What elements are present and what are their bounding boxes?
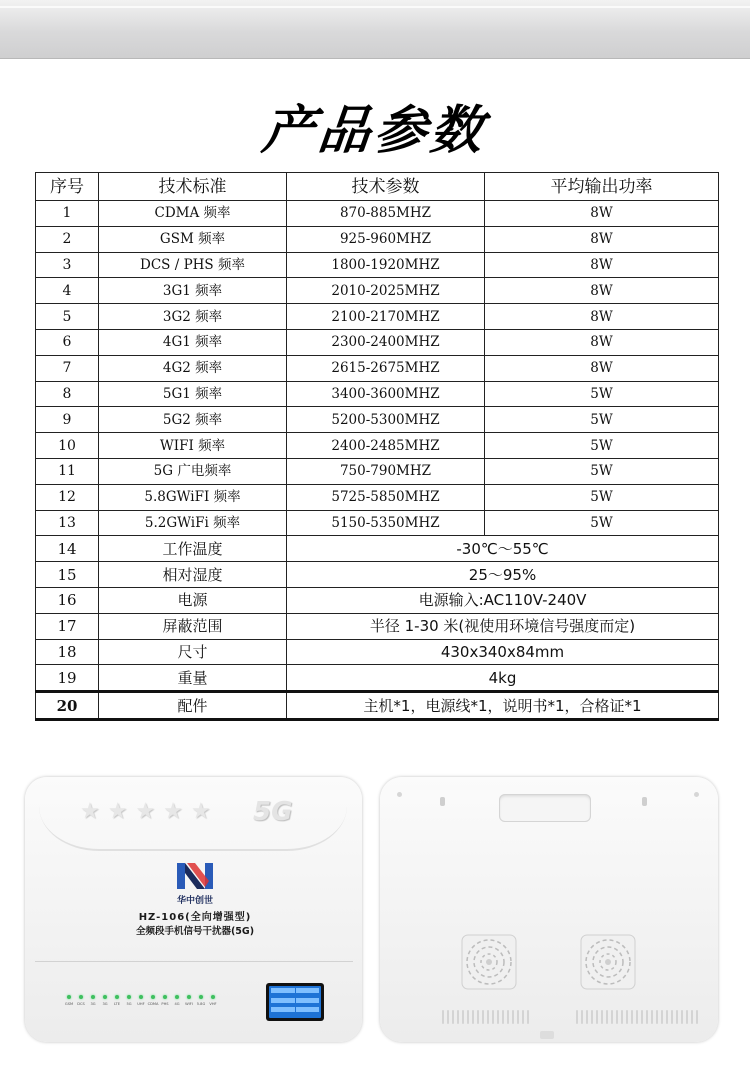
table-row: [36, 510, 719, 536]
row-no: 6: [36, 329, 99, 355]
row-param: 750-790MHZ: [287, 458, 485, 484]
spec-label: 工作温度: [99, 536, 287, 562]
spec-no: 17: [36, 613, 99, 639]
row-param: 925-960MHZ: [287, 226, 485, 252]
led-label: DCS: [77, 1002, 85, 1006]
led-dot-icon: [151, 995, 155, 999]
row-param: 2100-2170MHZ: [287, 304, 485, 330]
table-row: [36, 433, 719, 459]
led-label: 4G: [174, 1002, 180, 1006]
spec-no: 20: [36, 692, 99, 720]
table-row: [36, 458, 719, 484]
spec-no: 16: [36, 587, 99, 613]
spec-label: 相对湿度: [99, 562, 287, 588]
row-standard: 4G1 频率: [99, 329, 287, 355]
spec-label: 电源: [99, 587, 287, 613]
row-param: 2615-2675MHZ: [287, 355, 485, 381]
row-standard: WIFI 频率: [99, 433, 287, 459]
lcd-cell: [271, 988, 295, 993]
row-power: 8W: [485, 226, 719, 252]
spec-value: 电源输入:AC110V-240V: [287, 587, 719, 613]
row-power: 8W: [485, 304, 719, 330]
row-power: 5W: [485, 484, 719, 510]
led-dot-icon: [127, 995, 131, 999]
row-power: 5W: [485, 381, 719, 407]
led-label: 5.8G: [196, 1002, 206, 1006]
row-no: 9: [36, 407, 99, 433]
page-title: 产品参数: [259, 101, 490, 161]
spec-row: [36, 536, 719, 562]
row-standard: CDMA 频率: [99, 201, 287, 227]
banner-highlight: [0, 6, 750, 8]
row-power: 8W: [485, 252, 719, 278]
product-params-table: [35, 172, 719, 721]
led-indicator: [195, 995, 207, 1006]
led-dot-icon: [139, 995, 143, 999]
row-param: 2400-2485MHZ: [287, 433, 485, 459]
row-no: 7: [36, 355, 99, 381]
row-standard: 5G1 频率: [99, 381, 287, 407]
lcd-cell: [296, 998, 320, 1003]
row-param: 2010-2025MHZ: [287, 278, 485, 304]
led-label: 3G: [102, 1002, 108, 1006]
row-no: 11: [36, 458, 99, 484]
spec-no: 15: [36, 562, 99, 588]
spec-value: -30℃～55℃: [287, 536, 719, 562]
table-row: [36, 407, 719, 433]
lcd-cell: [271, 1007, 295, 1012]
header-no: 序号: [36, 173, 99, 201]
table-row: [36, 381, 719, 407]
led-indicator: [87, 995, 99, 1006]
hanging-notch: [440, 797, 445, 806]
row-param: 5200-5300MHZ: [287, 407, 485, 433]
device-name: 全频段手机信号干扰器(5G): [135, 926, 255, 937]
row-no: 12: [36, 484, 99, 510]
lcd-cell: [296, 988, 320, 993]
spec-label: 重量: [99, 665, 287, 692]
led-indicator: [135, 995, 147, 1006]
carry-handle-recess: [499, 794, 591, 822]
spec-no: 19: [36, 665, 99, 692]
hanging-notch: [642, 797, 647, 806]
header-standard: 技术标准: [99, 173, 287, 201]
row-param: 1800-1920MHZ: [287, 252, 485, 278]
row-standard: 5G 广电频率: [99, 458, 287, 484]
led-indicator: [207, 995, 219, 1006]
lcd-screen: [269, 986, 321, 1018]
led-label: LTE: [114, 1002, 120, 1006]
led-indicator-row: [63, 995, 219, 1006]
lcd-cell: [271, 998, 295, 1003]
led-label: PHS: [161, 1002, 169, 1006]
row-power: 5W: [485, 407, 719, 433]
led-indicator: [171, 995, 183, 1006]
led-label: VHF: [209, 1002, 217, 1006]
spec-value: 半径 1-30 米(视使用环境信号强度而定): [287, 613, 719, 639]
header-param: 技术参数: [287, 173, 485, 201]
led-label: UHF: [137, 1002, 145, 1006]
row-power: 8W: [485, 329, 719, 355]
row-power: 5W: [485, 510, 719, 536]
row-param: 870-885MHZ: [287, 201, 485, 227]
table-row: [36, 201, 719, 227]
row-power: 5W: [485, 433, 719, 459]
led-label: GSM: [64, 1002, 74, 1006]
top-banner-band: [0, 0, 750, 59]
device-front-photo: [25, 777, 362, 1042]
spec-no: 14: [36, 536, 99, 562]
row-power: 8W: [485, 278, 719, 304]
led-indicator: [63, 995, 75, 1006]
led-dot-icon: [67, 995, 71, 999]
device-back-photo: [380, 777, 718, 1042]
spec-label: 配件: [99, 692, 287, 720]
spec-value: 430x340x84mm: [287, 639, 719, 665]
power-socket: [540, 1031, 554, 1039]
led-dot-icon: [199, 995, 203, 999]
led-label: 3G: [90, 1002, 96, 1006]
row-power: 5W: [485, 458, 719, 484]
led-dot-icon: [115, 995, 119, 999]
row-param: 2300-2400MHZ: [287, 329, 485, 355]
row-no: 8: [36, 381, 99, 407]
led-dot-icon: [175, 995, 179, 999]
led-dot-icon: [79, 995, 83, 999]
row-no: 5: [36, 304, 99, 330]
spec-row: [36, 665, 719, 692]
spec-row: [36, 562, 719, 588]
led-indicator: [75, 995, 87, 1006]
row-no: 1: [36, 201, 99, 227]
led-indicator: [123, 995, 135, 1006]
row-standard: 3G2 频率: [99, 304, 287, 330]
spec-label: 尺寸: [99, 639, 287, 665]
row-no: 3: [36, 252, 99, 278]
row-no: 10: [36, 433, 99, 459]
row-standard: DCS / PHS 频率: [99, 252, 287, 278]
row-power: 8W: [485, 355, 719, 381]
spec-label: 屏蔽范围: [99, 613, 287, 639]
led-dot-icon: [163, 995, 167, 999]
row-no: 4: [36, 278, 99, 304]
5g-badge: 5G: [253, 797, 293, 827]
table-header-row: [36, 173, 719, 201]
row-standard: 4G2 频率: [99, 355, 287, 381]
spec-no: 18: [36, 639, 99, 665]
screw-icon: [397, 792, 402, 797]
row-no: 2: [36, 226, 99, 252]
led-indicator: [159, 995, 171, 1006]
led-label: CDMA: [147, 1002, 159, 1006]
lcd-display: [266, 983, 324, 1021]
header-power: 平均输出功率: [485, 173, 719, 201]
row-param: 5725-5850MHZ: [287, 484, 485, 510]
fan-vent-icon: [580, 934, 636, 990]
led-label: WIFI: [185, 1002, 193, 1006]
vent-slots-right: [576, 1010, 698, 1024]
table-row: [36, 226, 719, 252]
led-indicator: [99, 995, 111, 1006]
table-row: [36, 252, 719, 278]
lcd-cell: [296, 1007, 320, 1012]
led-dot-icon: [91, 995, 95, 999]
led-dot-icon: [187, 995, 191, 999]
panel-seam: [35, 961, 353, 962]
spec-value: 4kg: [287, 665, 719, 692]
vent-slots-left: [442, 1010, 529, 1024]
brand-logo-icon: [175, 859, 215, 893]
row-standard: 3G1 频率: [99, 278, 287, 304]
spec-row: [36, 692, 719, 720]
table-row: [36, 355, 719, 381]
row-power: 8W: [485, 201, 719, 227]
row-param: 3400-3600MHZ: [287, 381, 485, 407]
screw-icon: [694, 792, 699, 797]
led-dot-icon: [211, 995, 215, 999]
row-no: 13: [36, 510, 99, 536]
device-model: HZ-106(全向增强型): [138, 912, 252, 923]
row-param: 5150-5350MHZ: [287, 510, 485, 536]
led-indicator: [183, 995, 195, 1006]
table-row: [36, 329, 719, 355]
star-icons: ★★★★★: [80, 799, 219, 824]
row-standard: GSM 频率: [99, 226, 287, 252]
led-dot-icon: [103, 995, 107, 999]
spec-value: 主机*1，电源线*1，说明书*1，合格证*1: [287, 692, 719, 720]
led-indicator: [111, 995, 123, 1006]
brand-name: 华中创世: [176, 896, 213, 906]
spec-row: [36, 587, 719, 613]
fan-vent-icon: [461, 934, 517, 990]
row-standard: 5.8GWiFI 频率: [99, 484, 287, 510]
led-label: 5G: [126, 1002, 132, 1006]
led-indicator: [147, 995, 159, 1006]
spec-value: 25～95%: [287, 562, 719, 588]
spec-row: [36, 639, 719, 665]
spec-row: [36, 613, 719, 639]
row-standard: 5G2 频率: [99, 407, 287, 433]
table-row: [36, 278, 719, 304]
row-standard: 5.2GWiFi 频率: [99, 510, 287, 536]
table-row: [36, 484, 719, 510]
table-row: [36, 304, 719, 330]
